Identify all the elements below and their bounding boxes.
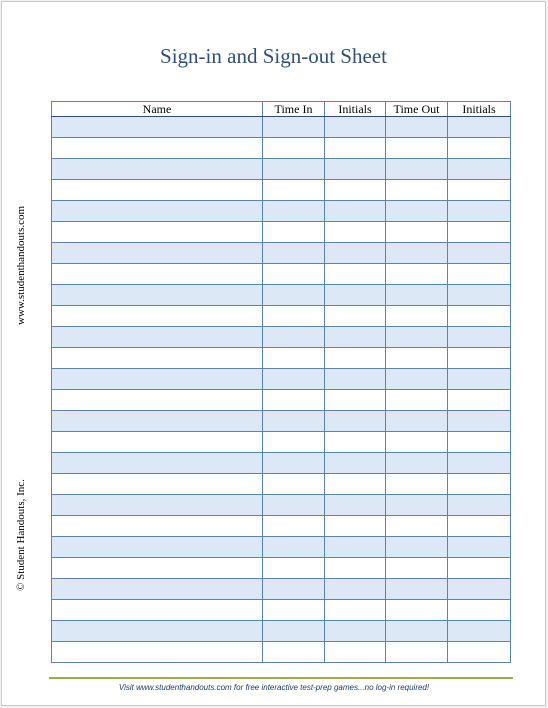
cell-initials-out xyxy=(448,432,511,453)
cell-name xyxy=(52,600,263,621)
table-row xyxy=(52,327,511,348)
cell-initials-in xyxy=(325,411,386,432)
cell-initials-in xyxy=(325,558,386,579)
cell-initials-out xyxy=(448,537,511,558)
cell-name xyxy=(52,369,263,390)
cell-initials-out xyxy=(448,348,511,369)
cell-name xyxy=(52,411,263,432)
cell-initials-out xyxy=(448,600,511,621)
cell-initials-out xyxy=(448,411,511,432)
cell-time-out xyxy=(386,411,448,432)
cell-name xyxy=(52,264,263,285)
cell-time-out xyxy=(386,348,448,369)
cell-initials-in xyxy=(325,306,386,327)
cell-time-in xyxy=(263,432,325,453)
cell-name xyxy=(52,201,263,222)
table-row xyxy=(52,516,511,537)
cell-time-out xyxy=(386,327,448,348)
cell-name xyxy=(52,138,263,159)
cell-initials-out xyxy=(448,369,511,390)
cell-time-out xyxy=(386,117,448,138)
table-row xyxy=(52,621,511,642)
cell-initials-out xyxy=(448,180,511,201)
side-copyright-text: © Student Handouts, Inc. xyxy=(15,479,27,591)
cell-time-in xyxy=(263,537,325,558)
cell-time-out xyxy=(386,516,448,537)
cell-initials-in xyxy=(325,285,386,306)
cell-name xyxy=(52,348,263,369)
cell-initials-in xyxy=(325,201,386,222)
table-row xyxy=(52,474,511,495)
cell-time-out xyxy=(386,432,448,453)
table-row xyxy=(52,180,511,201)
cell-name xyxy=(52,453,263,474)
cell-time-in xyxy=(263,264,325,285)
cell-time-out xyxy=(386,243,448,264)
table-row xyxy=(52,558,511,579)
cell-time-out xyxy=(386,453,448,474)
table-row xyxy=(52,537,511,558)
cell-initials-in xyxy=(325,180,386,201)
cell-time-out xyxy=(386,390,448,411)
table-row xyxy=(52,138,511,159)
cell-initials-out xyxy=(448,222,511,243)
column-header-time-in: Time In xyxy=(263,102,325,117)
cell-initials-in xyxy=(325,390,386,411)
cell-name xyxy=(52,432,263,453)
cell-name xyxy=(52,117,263,138)
table-row xyxy=(52,243,511,264)
cell-time-in xyxy=(263,348,325,369)
cell-initials-out xyxy=(448,516,511,537)
column-header-time-out: Time Out xyxy=(386,102,448,117)
table-row xyxy=(52,369,511,390)
table-header-row xyxy=(52,102,511,117)
cell-initials-out xyxy=(448,390,511,411)
sign-in-table xyxy=(51,101,511,663)
cell-time-in xyxy=(263,117,325,138)
cell-initials-in xyxy=(325,495,386,516)
page-title: Sign-in and Sign-out Sheet xyxy=(160,44,387,68)
cell-initials-out xyxy=(448,243,511,264)
table-row xyxy=(52,495,511,516)
cell-time-out xyxy=(386,306,448,327)
cell-initials-out xyxy=(448,621,511,642)
cell-initials-out xyxy=(448,453,511,474)
cell-initials-in xyxy=(325,600,386,621)
cell-time-out xyxy=(386,537,448,558)
cell-time-in xyxy=(263,327,325,348)
cell-time-in xyxy=(263,411,325,432)
cell-initials-in xyxy=(325,453,386,474)
cell-name xyxy=(52,621,263,642)
cell-time-in xyxy=(263,558,325,579)
cell-time-out xyxy=(386,369,448,390)
cell-time-out xyxy=(386,642,448,663)
cell-name xyxy=(52,474,263,495)
cell-initials-in xyxy=(325,621,386,642)
table-row xyxy=(52,600,511,621)
cell-time-out xyxy=(386,264,448,285)
cell-time-in xyxy=(263,285,325,306)
cell-time-in xyxy=(263,474,325,495)
table-row xyxy=(52,390,511,411)
cell-initials-out xyxy=(448,285,511,306)
cell-name xyxy=(52,495,263,516)
table-row xyxy=(52,306,511,327)
cell-time-out xyxy=(386,579,448,600)
table-body xyxy=(52,117,511,663)
cell-initials-out xyxy=(448,327,511,348)
column-header-name: Name xyxy=(52,102,263,117)
table-row xyxy=(52,201,511,222)
cell-time-in xyxy=(263,159,325,180)
cell-time-in xyxy=(263,306,325,327)
table-row xyxy=(52,453,511,474)
cell-time-out xyxy=(386,474,448,495)
column-header-initials-out: Initials xyxy=(448,102,511,117)
cell-initials-in xyxy=(325,642,386,663)
cell-initials-in xyxy=(325,243,386,264)
cell-initials-out xyxy=(448,642,511,663)
cell-time-in xyxy=(263,579,325,600)
cell-initials-out xyxy=(448,138,511,159)
table-row xyxy=(52,411,511,432)
table-row xyxy=(52,432,511,453)
cell-time-in xyxy=(263,600,325,621)
table-row xyxy=(52,285,511,306)
footer-text: Visit www.studenthandouts.com for free interactive test-prep games...no log-in required! xyxy=(118,683,430,692)
cell-time-in xyxy=(263,369,325,390)
cell-time-out xyxy=(386,180,448,201)
cell-initials-in xyxy=(325,432,386,453)
cell-initials-in xyxy=(325,264,386,285)
cell-time-in xyxy=(263,516,325,537)
cell-initials-in xyxy=(325,159,386,180)
cell-time-out xyxy=(386,222,448,243)
cell-time-out xyxy=(386,285,448,306)
cell-initials-out xyxy=(448,159,511,180)
cell-name xyxy=(52,390,263,411)
cell-initials-out xyxy=(448,495,511,516)
cell-time-out xyxy=(386,201,448,222)
cell-initials-out xyxy=(448,579,511,600)
table-row xyxy=(52,222,511,243)
side-website-text: www.studenthandouts.com xyxy=(15,205,27,325)
table-row xyxy=(52,159,511,180)
table-row xyxy=(52,642,511,663)
cell-initials-in xyxy=(325,222,386,243)
cell-initials-in xyxy=(325,369,386,390)
cell-name xyxy=(52,516,263,537)
cell-initials-in xyxy=(325,516,386,537)
cell-time-out xyxy=(386,621,448,642)
cell-name xyxy=(52,579,263,600)
cell-initials-in xyxy=(325,327,386,348)
cell-initials-in xyxy=(325,579,386,600)
table-row xyxy=(52,348,511,369)
cell-time-in xyxy=(263,495,325,516)
cell-time-in xyxy=(263,243,325,264)
footer-divider xyxy=(49,677,513,679)
cell-time-in xyxy=(263,138,325,159)
cell-initials-out xyxy=(448,558,511,579)
cell-initials-in xyxy=(325,348,386,369)
column-header-initials-in: Initials xyxy=(325,102,386,117)
table-row xyxy=(52,264,511,285)
cell-initials-out xyxy=(448,201,511,222)
cell-name xyxy=(52,558,263,579)
cell-time-out xyxy=(386,600,448,621)
cell-initials-in xyxy=(325,117,386,138)
table-row xyxy=(52,117,511,138)
cell-time-in xyxy=(263,390,325,411)
cell-initials-out xyxy=(448,306,511,327)
cell-initials-in xyxy=(325,474,386,495)
cell-time-out xyxy=(386,558,448,579)
cell-time-in xyxy=(263,201,325,222)
cell-time-in xyxy=(263,180,325,201)
cell-initials-in xyxy=(325,138,386,159)
cell-initials-out xyxy=(448,117,511,138)
cell-name xyxy=(52,222,263,243)
cell-time-in xyxy=(263,642,325,663)
cell-name xyxy=(52,537,263,558)
cell-initials-in xyxy=(325,537,386,558)
cell-time-out xyxy=(386,159,448,180)
cell-time-in xyxy=(263,222,325,243)
cell-name xyxy=(52,159,263,180)
cell-name xyxy=(52,327,263,348)
cell-name xyxy=(52,243,263,264)
cell-name xyxy=(52,306,263,327)
cell-time-in xyxy=(263,621,325,642)
cell-time-out xyxy=(386,138,448,159)
cell-name xyxy=(52,285,263,306)
cell-initials-out xyxy=(448,474,511,495)
cell-initials-out xyxy=(448,264,511,285)
cell-name xyxy=(52,642,263,663)
cell-time-in xyxy=(263,453,325,474)
cell-name xyxy=(52,180,263,201)
table-row xyxy=(52,579,511,600)
cell-time-out xyxy=(386,495,448,516)
